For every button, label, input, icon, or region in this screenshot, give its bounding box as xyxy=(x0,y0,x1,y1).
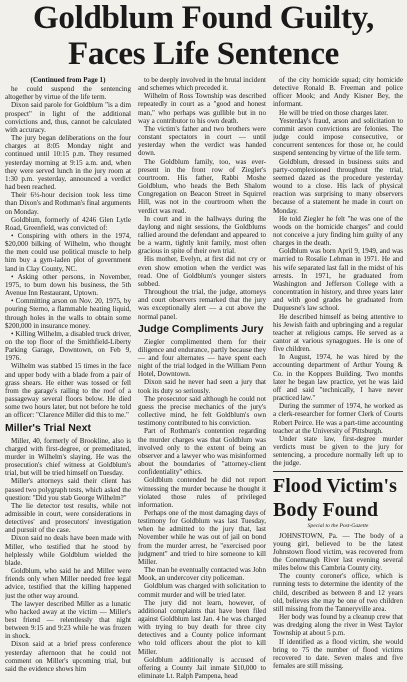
paragraph: In court and in the hallways during the daylong and night sessions, the Goldblums rallied around the defendant and appeared to be a warm, tightly knit family, most often gracious in spite of their own trial. xyxy=(138,214,266,256)
column-1-body xyxy=(5,85,131,419)
paragraph: The victim's father and two brothers were constant spectators in court — until yesterday when the verdict was handed down. xyxy=(138,124,266,158)
headline-line-2: Faces Life Sentence xyxy=(67,36,340,72)
paragraph: Dixon said he never had seen a jury that took its duty so seriously. xyxy=(138,378,266,395)
continued-note: (Continued from Page 1) xyxy=(30,76,106,84)
paragraph: Under state law, first-degree murder verdicts must be given to the jury for sentencing, a procedure normally left up to the judge. xyxy=(273,434,403,468)
paragraph: Goldblum, who said he and Miller were friends only when Miller needed free legal advice, testified that the killing happened just the other way around. xyxy=(5,567,131,600)
paragraph: His mother, Evelyn, at first did not cry or even show emotion when the verdict was read. One of Goldblum's younger sisters sobbed. xyxy=(138,255,266,288)
flood-lead-text: The body of a young girl, believed to be the latest Johnstown flood victim, was recovered from the Conemaugh River last evening several miles below this Cambria County city. xyxy=(273,531,403,573)
byline: Special to the Post-Gazette xyxy=(307,522,369,529)
paragraph: • Killing Wilhelm, a disabled truck driver, on the top floor of the Smithfield-Liberty Parking Garage, Downtown, on Feb 9, 1976. xyxy=(5,329,131,363)
paragraph: The jury began deliberations on the four charges at 8:05 Monday night and continued until 10:15 p.m. They resumed yesterday morning at 9:15 a.m. and, when they were served lunch in the jury room at 1:30 p.m. yesterday, announced a verdict had been reached. xyxy=(5,134,131,192)
divider-rule xyxy=(273,471,403,472)
paragraph: Their 6½-hour decision took less time than Dixon's and Rothman's final arguments on Monday. xyxy=(5,191,131,216)
paragraph: he could suspend the sentencing altogether by virtue of the life term. xyxy=(5,85,131,102)
paragraph: Dixon said at a brief press conference yesterday afternoon that he could not comment on Miller's upcoming trial, but said the evidence shows him xyxy=(5,640,131,673)
paragraph: of the city homicide squad; city homicide detective Ronald B. Freeman and police officer Mook; and Andy Kisner Bey, the informant. xyxy=(273,76,403,109)
flood-first-paragraph xyxy=(273,532,403,573)
column-3-body xyxy=(273,76,403,468)
paragraph: Part of Rothman's contention regarding the murder charges was that Goldblum was involved only to the extent of being an observer and a lawyer who was misinformed about the boundaries of "attorney-client confidentiality" ethics. xyxy=(138,427,266,477)
paragraph: He told Ziegler he felt "he was one of the woods on the homicide charges" and could not conceive a jury finding him guilty of any charges in the death. xyxy=(273,214,403,248)
paragraph: Wilhelm of Ross Township was described repeatedly in court as a "good and honest man," who perhaps was gullible but in no way a contributor to his own death. xyxy=(138,92,266,125)
dateline: JOHNSTOWN, Pa. — xyxy=(279,531,350,540)
paragraph: The lie detector test results, while not admissible in court, were considerations in detectives' and prosecutors' investigation and pursuit of the case. xyxy=(5,501,131,535)
headline-line-1: Goldblum Found Guilty, xyxy=(33,0,374,36)
column-2-body-2 xyxy=(138,338,266,681)
paragraph: to be deeply involved in the brutal incident and schemes which preceded it. xyxy=(138,76,266,93)
paragraph: Her body was found by a cleanup crew that was dredging along the river in West Taylor Township at about 5 p.m. xyxy=(273,613,403,638)
paragraph: Goldblum, dressed in business suits and party-complexioned throughout the trial, seemed dazed as the procedure yesterday wound to a close. His lack of physical reaction was surprising to many observers because of a statement he made in court on Monday. xyxy=(273,157,403,215)
paragraph: The Goldblum family, too, was ever-present in the front row of Ziegler's courtroom. His father, Rabbi Moshe Goldblum, who heads the Beth Shalom Congregation on Beacon Street in Squirrel Hill, was not in the courtroom when the verdict was read. xyxy=(138,157,266,215)
subhead-judge-compliments: Judge Compliments Jury xyxy=(138,322,264,335)
paragraph: Miller, 40, formerly of Brookline, also is charged with first-degree, or premeditated, murder in Wilhelm's slaying. He was the prosecution's chief witness at Goldblum's trial, but will be tried himself on Tuesday. xyxy=(5,436,131,478)
paragraph: Goldblum was charged with solicitation to commit murder and will be tried later. xyxy=(138,582,266,599)
paragraph: If identified as a flood victim, she would bring to 75 the number of flood victims recovered to date. Seven males and five females are still missing. xyxy=(273,637,403,670)
column-1-body-2 xyxy=(5,437,131,674)
paragraph: The lawyer described Miller as a lunatic who hacked away at the victim — Miller's best friend — relentlessly that night between 9:15 and 9:23 while he was frozen in shock. xyxy=(5,599,131,641)
flood-headline-line-2: Body Found xyxy=(273,498,379,521)
paragraph: Goldblum additionally is accused of offering a County Jail inmate $10,000 to eliminate Lt. Ralph Pampena, head xyxy=(138,655,266,681)
paragraph: He described himself as being attentive to his Jewish faith and upbringing and a regular teacher at religious camps. He served as a cantor at various synagogues. He is one of five children. xyxy=(273,312,403,354)
flood-headline-line-1: Flood Victim's xyxy=(273,474,397,497)
paragraph: Dixon said no deals have been made with Miller, who testified that he stood by helplessly while Goldblum wielded the blade. xyxy=(5,534,131,567)
paragraph: Dixon said parole for Goldblum "is a dim prospect" in light of the additional convictions and, thus, cannot be calculated with accuracy. xyxy=(5,101,131,134)
paragraph: The man he eventually contacted was John Mook, an undercover city policeman. xyxy=(138,566,266,583)
column-1 xyxy=(5,76,131,682)
subhead-millers-trial: Miller's Trial Next xyxy=(5,421,91,434)
paragraph: The jury did not learn, however, of additional complaints that have been filed against Goldblum last Jan. 4 he was charged with trying to buy death for three city detectives and a County police informant who told officers about the plot to kill Miller. xyxy=(138,598,266,656)
paragraph: Goldblum, formerly of 4246 Glen Lytle Road, Greenfield, was convicted of: xyxy=(5,215,131,232)
paragraph: Ziegler complimented them for their diligence and endurance, partly because they — and four alternates — have spent each night of the trial lodged in the William Penn Hotel, Downtown. xyxy=(138,337,266,379)
column-3 xyxy=(273,76,403,682)
paragraph: In August, 1974, he was hired by the accounting department of Arthur Young & Co. in the Koppers Building. Two months later he began law practice, yet he was laid off and said "technically, I have never practiced law." xyxy=(273,353,403,403)
paragraph: Goldblum was born April 9, 1949, and was married to Rosalie Lehman in 1971. He and his wife separated last fall in the midst of his arrests. In 1971, he graduated from Washington and Jefferson College with a concentration in history, and three years later and with good grades he graduated from Duquesne's law school. xyxy=(273,247,403,313)
flood-body xyxy=(273,572,403,670)
paragraph: The prosecutor said although he could not guess the precise mechanics of the jury's collective mind, he felt Goldblum's own testimony contributed to his conviction. xyxy=(138,394,266,428)
paragraph: Throughout the trial, the judge, attorneys and court observers remarked that the jury was exceptionally alert — a cut above the normal panel. xyxy=(138,288,266,321)
paragraph: The county coroner's office, which is running tests to determine the identity of the child, described as between 8 and 12 years old, believes she may be one of two children still missing from the Tanneryville area. xyxy=(273,572,403,613)
paragraph: Wilhelm was stabbed 15 times in the face and upper body with a blade from a pair of grass shears. He either was tossed or fell from the garage's railing to the roof of a passageway several floors below. He died some two hours later, but not before he told an officer: "Clarence Miller did this to me." xyxy=(5,362,131,420)
paragraph: • Conspiring with others in the 1974, $20,000 bilking of Wilhelm, who thought the men could use political muscle to help him buy a gym-laden plot of government land in Clay County, NC. xyxy=(5,231,131,273)
paragraph: During the summer of 1974, he worked as a clerk-researcher for former Clerk of Courts Robert Peirce. He was a part-time accounting teacher at the University of Pittsburgh. xyxy=(273,402,403,435)
paragraph: Goldblum contended he did not report witnessing the murder because he thought it violated those rules of privileged information. xyxy=(138,476,266,509)
column-2-body xyxy=(138,76,266,321)
paragraph: • Asking other persons, in November, 1975, to burn down his business, the 5th Avenue Inn Restaurant, Uptown. xyxy=(5,272,131,298)
paragraph: Perhaps one of the most damaging days of testimony for Goldblum was last Tuesday, when he admitted to the jury that, last November while he was out of jail on bond from the murder arrest, he "exercised poor judgment" and tried to hire someone to kill Miller. xyxy=(138,508,266,566)
column-2 xyxy=(138,76,266,682)
paragraph: Miller's attorneys said their client has passed two polygraph tests, which asked the question: "Did you stab George Wilhelm?" xyxy=(5,477,131,502)
paragraph: • Committing arson on Nov. 20, 1975, by pouring Sterno, a flammable heating liquid, through holes in the walls to obtain some $200,000 in insurance money. xyxy=(5,297,131,330)
paragraph: Yesterday's fraud, arson and solicitation to commit arson convictions are felonies. The judge could impose consecutive, or concurrent sentences for those or, he could suspend sentencing by virtue of the life term. xyxy=(273,116,403,158)
paragraph: He will be tried on those charges later. xyxy=(279,108,389,117)
